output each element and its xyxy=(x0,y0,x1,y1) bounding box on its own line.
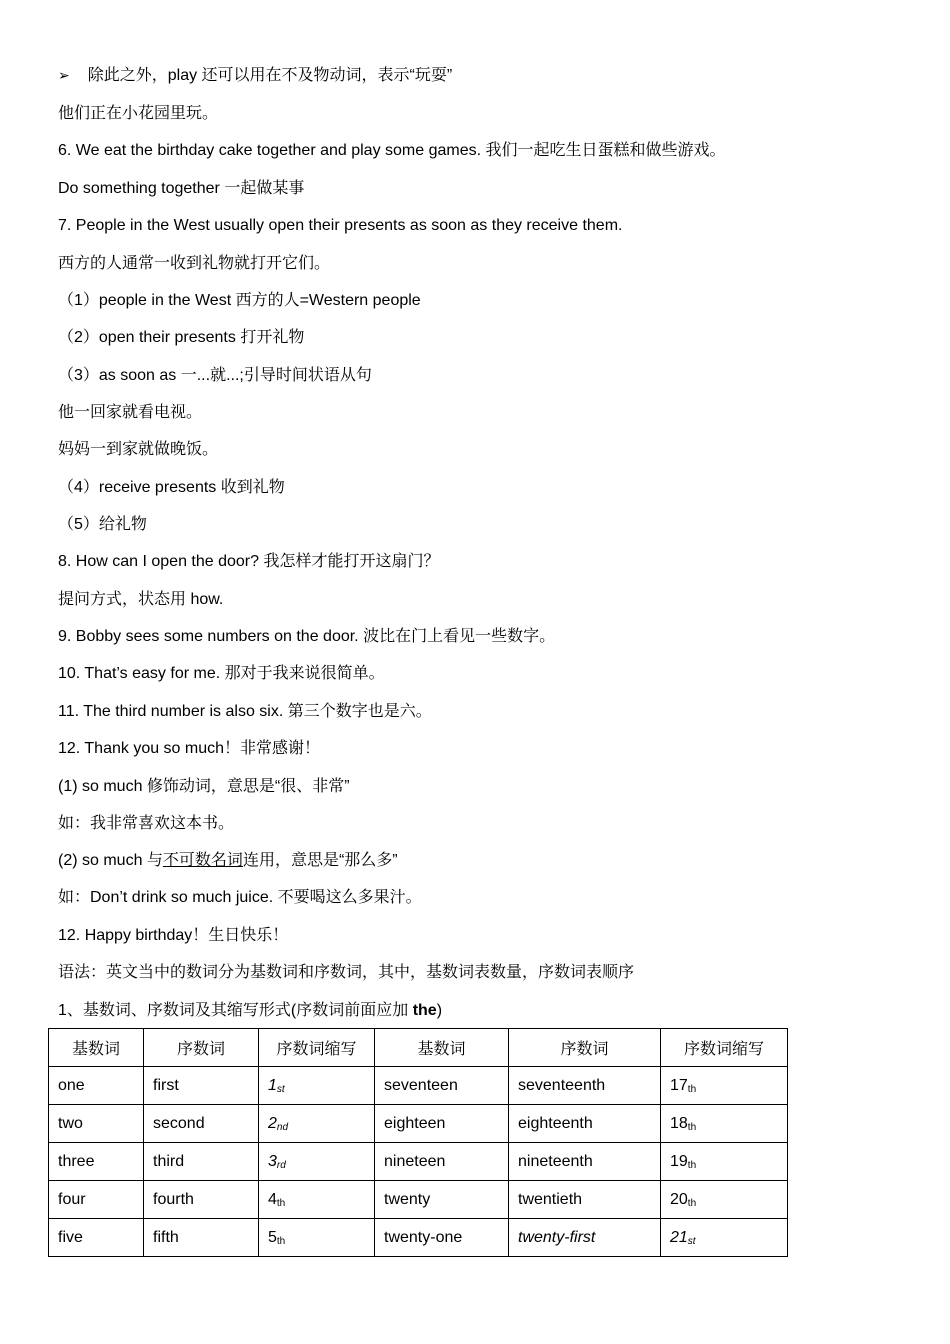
table-cell: one xyxy=(49,1067,144,1105)
text-line: 11. The third number is also six. 第三个数字也是六。 xyxy=(58,703,432,720)
table-cell: $1_{st}$ xyxy=(259,1067,375,1105)
table-cell: $4_{th}$ xyxy=(259,1181,375,1219)
text-line: 提问方式，状态用 how. xyxy=(58,591,224,608)
header-cell: 基数词 xyxy=(49,1029,144,1067)
table-row xyxy=(49,1067,788,1105)
table-cell: $3_{rd}$ xyxy=(259,1143,375,1181)
text-line: （2）open their presents 打开礼物 xyxy=(58,329,305,346)
table-cell: seventeenth xyxy=(509,1067,661,1105)
table-cell: $2_{nd}$ xyxy=(259,1105,375,1143)
text-line: 6. We eat the birthday cake together and play some games. 我们一起吃生日蛋糕和做些游戏。 xyxy=(58,142,726,159)
table-row xyxy=(49,1219,788,1257)
text-line: 10. That’s easy for me. 那对于我来说很简单。 xyxy=(58,665,385,682)
header-cell: 基数词 xyxy=(375,1029,509,1067)
table-row xyxy=(49,1105,788,1143)
numbers-table xyxy=(48,1028,788,1257)
header-cell: 序数词缩写 xyxy=(661,1029,788,1067)
table-cell: third xyxy=(144,1143,259,1181)
table-cell: five xyxy=(49,1219,144,1257)
header-cell: 序数词 xyxy=(144,1029,259,1067)
bullet-note xyxy=(58,66,452,86)
table-cell: fourth xyxy=(144,1181,259,1219)
header-cell: 序数词缩写 xyxy=(259,1029,375,1067)
text-line: 他们正在小花园里玩。 xyxy=(58,105,219,122)
bold-term: the xyxy=(412,1002,437,1019)
underlined-term: 不可数名词 xyxy=(162,852,243,869)
text-part: ) xyxy=(436,1002,443,1019)
text-line: 如：我非常喜欢这本书。 xyxy=(58,815,235,832)
table-cell: three xyxy=(49,1143,144,1181)
table-cell: second xyxy=(144,1105,259,1143)
table-cell: twenty-first xyxy=(509,1219,661,1257)
table-cell: two xyxy=(49,1105,144,1143)
table-cell: twentieth xyxy=(509,1181,661,1219)
table-cell: eighteenth xyxy=(509,1105,661,1143)
table-cell: eighteen xyxy=(375,1105,509,1143)
table-cell: nineteenth xyxy=(509,1143,661,1181)
text-line: （3）as soon as 一...就...;引导时间状语从句 xyxy=(58,367,372,384)
table-cell: nineteen xyxy=(375,1143,509,1181)
table-cell: $17_{th}$ xyxy=(661,1067,788,1105)
note-text: 除此之外，play 还可以用在不及物动词，表示“玩耍” xyxy=(87,67,453,84)
text-line: 12. Happy birthday！生日快乐！ xyxy=(58,927,289,944)
table-row xyxy=(49,1143,788,1181)
table-cell: twenty-one xyxy=(375,1219,509,1257)
table-header-row xyxy=(49,1029,788,1067)
text-line: (1) so much 修饰动词，意思是“很、非常” xyxy=(58,778,350,795)
table-cell: seventeen xyxy=(375,1067,509,1105)
table-cell: $20_{th}$ xyxy=(661,1181,788,1219)
text-line: 8. How can I open the door? 我怎样才能打开这扇门？ xyxy=(58,553,440,570)
table-cell: four xyxy=(49,1181,144,1219)
table-cell: $21_{st}$ xyxy=(661,1219,788,1257)
text-line: 妈妈一到家就做晚饭。 xyxy=(58,441,219,458)
table-cell: twenty xyxy=(375,1181,509,1219)
text-line: （4）receive presents 收到礼物 xyxy=(58,479,285,496)
text-line: （1）people in the West 西方的人=Western people xyxy=(58,292,421,309)
text-line xyxy=(58,851,398,871)
table-cell: first xyxy=(144,1067,259,1105)
text-line: 他一回家就看电视。 xyxy=(58,404,203,421)
text-part: 连用，意思是“那么多” xyxy=(242,852,398,869)
table-cell: $5_{th}$ xyxy=(259,1219,375,1257)
text-line: Do something together 一起做某事 xyxy=(58,180,305,197)
text-line: （5）给礼物 xyxy=(58,516,147,533)
text-part: (2) so much 与 xyxy=(58,852,163,869)
text-line: 9. Bobby sees some numbers on the door. 波比在门上看见一些数字。 xyxy=(58,628,556,645)
table-cell: $19_{th}$ xyxy=(661,1143,788,1181)
text-line: 12. Thank you so much！非常感谢！ xyxy=(58,740,321,757)
text-line: 如：Don’t drink so much juice. 不要喝这么多果汁。 xyxy=(58,889,422,906)
text-line: 语法：英文当中的数词分为基数词和序数词，其中，基数词表数量，序数词表顺序 xyxy=(58,964,635,981)
table-row xyxy=(49,1181,788,1219)
text-part: 1、基数词、序数词及其缩写形式(序数词前面应加 xyxy=(58,1002,413,1019)
text-line: 7. People in the West usually open their presents as soon as they receive them. xyxy=(58,217,623,234)
header-cell: 序数词 xyxy=(509,1029,661,1067)
table-cell: $18_{th}$ xyxy=(661,1105,788,1143)
text-line: 西方的人通常一收到礼物就打开它们。 xyxy=(58,255,331,272)
table-cell: fifth xyxy=(144,1219,259,1257)
arrow-bullet-icon: ➢ xyxy=(58,68,70,84)
table-caption xyxy=(58,1001,442,1021)
